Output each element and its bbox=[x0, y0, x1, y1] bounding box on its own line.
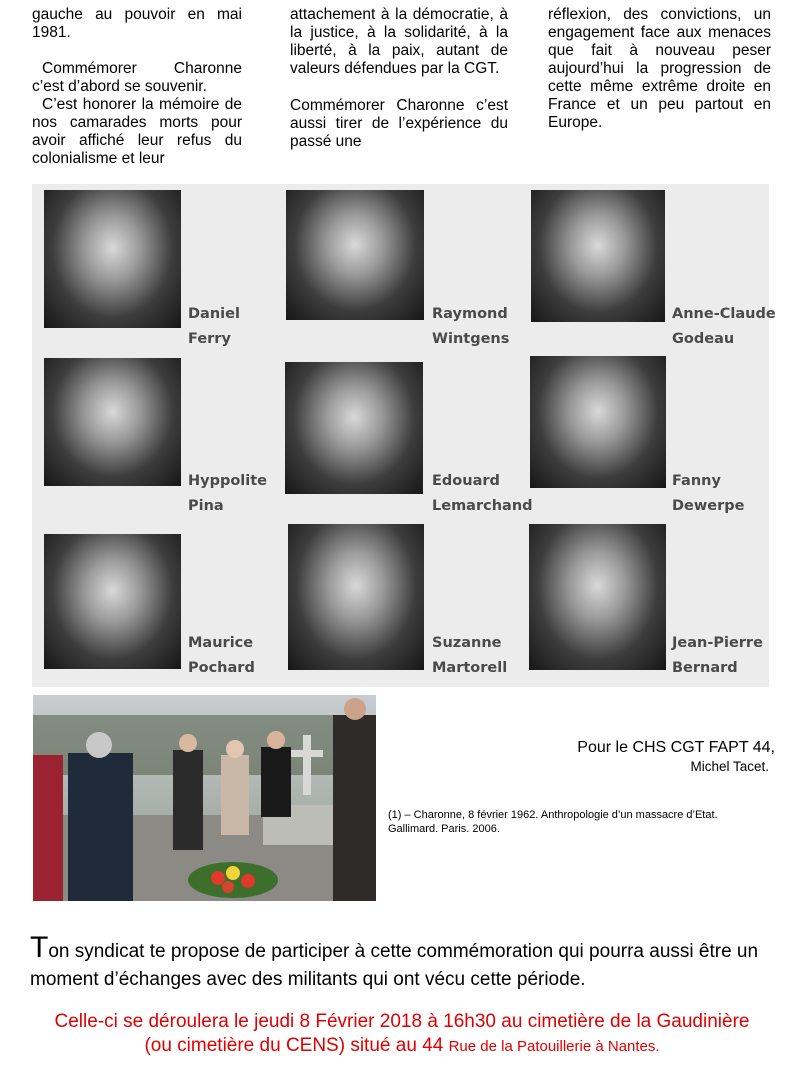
text-column-2 bbox=[290, 6, 508, 151]
victim-name bbox=[188, 302, 240, 352]
victim-portrait-photo bbox=[44, 358, 181, 486]
victim-portrait-photo bbox=[44, 190, 181, 328]
victim-last-name: Martorell bbox=[432, 660, 508, 676]
victims-portrait-grid bbox=[32, 184, 776, 687]
victim-first-name: Raymond bbox=[432, 306, 508, 322]
victim-name bbox=[432, 631, 507, 681]
paragraph: attachement à la démocratie, à la justice, à la solidarité, à la liberté, à la paix, autant de valeurs défendues par la CGT. bbox=[290, 6, 508, 77]
victim-last-name: Pochard bbox=[188, 660, 255, 676]
victim-first-name: Maurice bbox=[188, 635, 254, 651]
invitation-paragraph bbox=[30, 931, 775, 994]
paragraph: Commémorer Charonne c’est aussi tirer de l’expérience du passé une bbox=[290, 97, 508, 150]
victim-portrait-photo bbox=[285, 362, 423, 494]
victim-portrait-photo bbox=[531, 190, 665, 322]
text-column-3 bbox=[548, 6, 771, 132]
event-details bbox=[22, 1010, 782, 1059]
victim-portrait-photo bbox=[529, 524, 666, 670]
victim-last-name: Godeau bbox=[672, 331, 735, 347]
victim-portrait-photo bbox=[530, 356, 666, 488]
drop-cap: T bbox=[30, 931, 49, 964]
victim-first-name: Suzanne bbox=[432, 635, 502, 651]
signature-organization: Pour le CHS CGT FAPT 44, bbox=[577, 739, 775, 756]
victim-first-name: Fanny bbox=[672, 473, 721, 489]
victim-last-name: Ferry bbox=[188, 331, 231, 347]
victim-last-name: Bernard bbox=[672, 660, 738, 676]
invitation-text: on syndicat te propose de participer à cette commémoration qui pourra aussi être un moment d’échanges avec des militants qui ont vécu cette période. bbox=[30, 941, 759, 990]
signature-name: Michel Tacet. bbox=[690, 759, 769, 774]
event-location: (ou cimetière du CENS) situé au 44 bbox=[144, 1035, 444, 1056]
victim-last-name: Dewerpe bbox=[672, 498, 745, 514]
paragraph: gauche au pouvoir en mai 1981. bbox=[32, 6, 242, 41]
victim-name bbox=[432, 469, 533, 519]
paragraph: Commémorer Charonne c’est d’abord se souvenir. bbox=[32, 60, 242, 95]
event-line-2 bbox=[22, 1034, 782, 1059]
victim-last-name: Pina bbox=[188, 498, 224, 514]
event-street: Rue de la Patouillerie à Nantes. bbox=[448, 1038, 660, 1055]
victim-first-name: Hyppolite bbox=[188, 473, 268, 489]
footnote: (1) – Charonne, 8 février 1962. Anthropologie d’un massacre d’Etat. Gallimard. Paris. 2006. bbox=[388, 809, 718, 835]
victim-name bbox=[188, 631, 255, 681]
victim-first-name: Edouard bbox=[432, 473, 500, 489]
victim-last-name: Lemarchand bbox=[432, 498, 533, 514]
text-column-1 bbox=[32, 6, 242, 168]
victim-name bbox=[188, 469, 267, 519]
event-line-1: Celle-ci se déroulera le jeudi 8 Février 2018 à 16h30 au cimetière de la Gaudinière bbox=[54, 1011, 750, 1032]
paragraph: réflexion, des convictions, un engagement face aux menaces que fait à nouveau peser aujourd’hui la progression de cette même extrême droite en France et un peu partout en Europe. bbox=[548, 6, 771, 131]
victim-first-name: Anne-Claude bbox=[672, 306, 776, 322]
victim-portrait-photo bbox=[288, 524, 424, 670]
victim-name bbox=[672, 302, 776, 352]
victim-name bbox=[672, 631, 763, 681]
victim-portrait-photo bbox=[286, 190, 424, 320]
victim-name bbox=[672, 469, 744, 519]
victim-first-name: Jean-Pierre bbox=[672, 635, 763, 651]
victim-first-name: Daniel bbox=[188, 306, 240, 322]
victim-portrait-photo bbox=[44, 534, 181, 669]
victim-name bbox=[432, 302, 509, 352]
paragraph: C’est honorer la mémoire de nos camarades morts pour avoir affiché leur refus du colonialisme et leur bbox=[32, 96, 242, 167]
victim-last-name: Wintgens bbox=[432, 331, 510, 347]
ceremony-photo bbox=[33, 695, 376, 901]
